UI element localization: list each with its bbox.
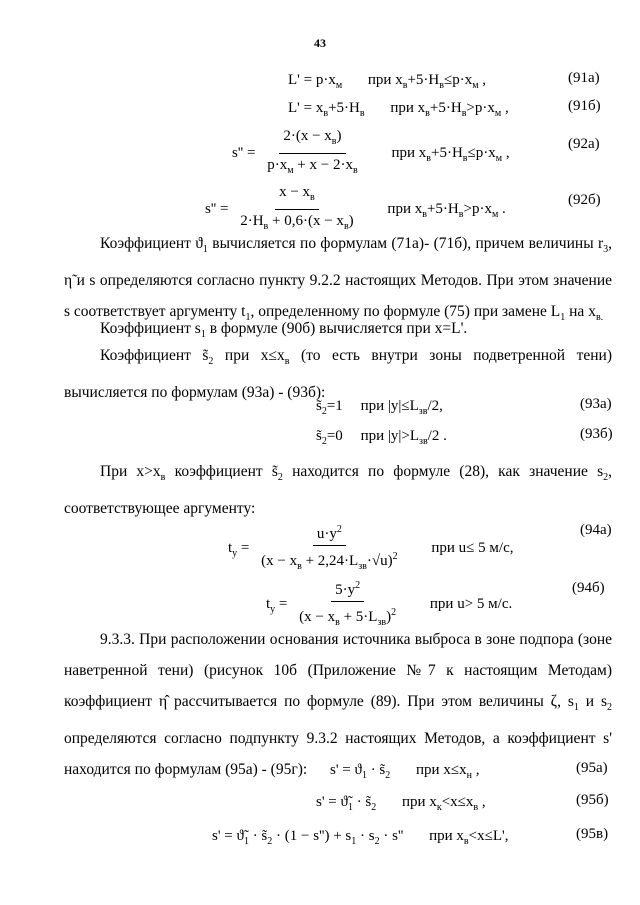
formula-95a-lhs: $s' = ϑ_1$ · $s̃_2$ <box>330 762 391 781</box>
formula-95a-number: (95а) <box>576 760 608 776</box>
formula-94a-lhs: $t_y$ = <box>228 539 250 559</box>
formula-92b-numerator: $x - x_в$ <box>275 182 319 210</box>
formula-93b-condition: при $|y|>L_{зв}/2$ . <box>360 428 447 447</box>
formula-92a <box>232 126 510 181</box>
formula-95b-number: (95б) <box>576 792 609 808</box>
page-number: 43 <box>314 36 326 50</box>
formula-95a <box>330 760 479 786</box>
formula-95c-lhs: $s' = ϑ̃_1$ · $s̃_2 \cdot (1 - s'') + s_1 \cdot s_2 \cdot s''$ <box>212 828 404 847</box>
formula-92a-fraction <box>263 126 361 181</box>
formula-91a: $L' = p\cdot x_м$ при $x_в+5\cdot H_в\le p\cdot x_м$ , <box>288 72 487 91</box>
formula-93a <box>316 396 443 422</box>
formula-95c-condition: при $x_в<x\le L'$, <box>429 828 509 847</box>
formula-92b-denominator: $2\cdot H_в + 0,6\cdot(x - x_в)$ <box>240 213 354 232</box>
formula-93b <box>316 426 447 452</box>
formula-92a-number: (92а) <box>568 136 600 152</box>
formula-91b <box>288 98 509 124</box>
formula-93b-number: (93б) <box>580 426 613 442</box>
formula-91b-number: (91б) <box>568 98 601 114</box>
formula-95b-lhs: $s' = ϑ̃_1$ · $s̃_2$ <box>316 794 377 813</box>
formula-91a-number: (91а) <box>568 70 600 86</box>
paragraph-3: Коэффициент $s̃_2$ при $x\le x_в$ (то есть внутри зоны подветренной тени) вычисляется по формулам (93а) - (93б): <box>64 347 612 402</box>
formula-92b-lhs: s'' = <box>205 200 229 217</box>
formula-94a-condition: при u≤ 5 м/с, <box>431 539 514 556</box>
formula-95a-condition: при $x\le x_н$ , <box>416 762 480 781</box>
formula-91b-lhs: $L' = x_в+5\cdot H_в$ <box>288 100 365 119</box>
formula-92a-denominator: $p\cdot x_м + x - 2\cdot x_в$ <box>267 157 358 176</box>
paragraph-5: 9.3.3. При расположении основания источника выброса в зоне подпора (зоне наветренной тени) (рисунок 10б (Приложение №7 к настоящим Методам) коэффициент η̂ рассчитывается по формуле (89). При этом величины ζ, $s_1$ и $s_2$ определяются согласно подпункту 9.3.2 настоящих Методов, а коэффициент s' находится по формулам (95а) - (95г): <box>64 631 612 779</box>
paragraph-2: Коэффициент $s_1$ в формуле (90б) вычисляется при x=L'. <box>100 320 468 341</box>
formula-94b-lhs: $t_y$ = <box>266 595 288 615</box>
formula-94b-numerator: $5\cdot y^2$ <box>331 576 364 602</box>
formula-94a-denominator: $(x - x_в + 2,24\cdot L_{зв}\cdot√u)^2$ <box>261 551 398 572</box>
formula-91a-lhs: L' = p·x <box>288 72 336 88</box>
formula-94a-numerator: $u\cdot y^2$ <box>313 520 346 546</box>
formula-91b-condition: при $x_в+5\cdot H_в>p\cdot x_м$ , <box>390 100 509 119</box>
formula-93a-number: (93а) <box>580 396 612 412</box>
paragraph-4: При $x>x_в$ коэффициент $s̃_2$ находится по формуле (28), как значение $s_2$, соответствующее аргументу: <box>64 463 612 518</box>
formula-92a-condition: при $x_в+5\cdot H_в\le p\cdot x_м$ , <box>391 144 510 164</box>
formula-93b-lhs: $s̃_2=0$ <box>316 428 343 447</box>
formula-94b-denominator: $(x - x_в + 5\cdot L_{зв})^2$ <box>299 607 397 628</box>
formula-92a-lhs: s'' = <box>232 144 256 161</box>
formula-95c-number: (95в) <box>576 826 609 842</box>
formula-93a-condition: при $|y|\le L_{зв}/2$, <box>360 398 443 417</box>
paragraph-1: Коэффициент $ϑ_1$ вычисляется по формулам (71а)- (71б), причем величины $r_3$, η̃ и s определяются согласно пункту 9.2.2 настоящих Методов. При этом значение s соответствует аргументу $t_1$, определенному по формуле (75) при замене $L_1$ на $x_{в.}$ <box>64 235 612 324</box>
formula-95c <box>212 826 508 852</box>
formula-91a-condition: при $x_в+5\cdot H_в\le p\cdot x_м$ , <box>367 72 487 91</box>
formula-92b-number: (92б) <box>568 192 601 208</box>
formula-95b-condition: при $x_к<x\le x_в$ , <box>402 794 486 813</box>
formula-94a-fraction <box>257 520 401 577</box>
formula-92b-condition: при $x_в+5\cdot H_в>p\cdot x_м$ . <box>387 200 506 220</box>
formula-93a-lhs: $s̃_2=1$ <box>316 398 343 417</box>
formula-94a-number: (94а) <box>580 522 612 538</box>
formula-94b-number: (94б) <box>572 580 605 596</box>
formula-94a <box>228 520 513 577</box>
formula-94b-condition: при u> 5 м/с. <box>429 595 513 612</box>
formula-95b <box>316 792 486 818</box>
formula-92a-numerator: $2\cdot(x - x_в)$ <box>279 126 345 154</box>
